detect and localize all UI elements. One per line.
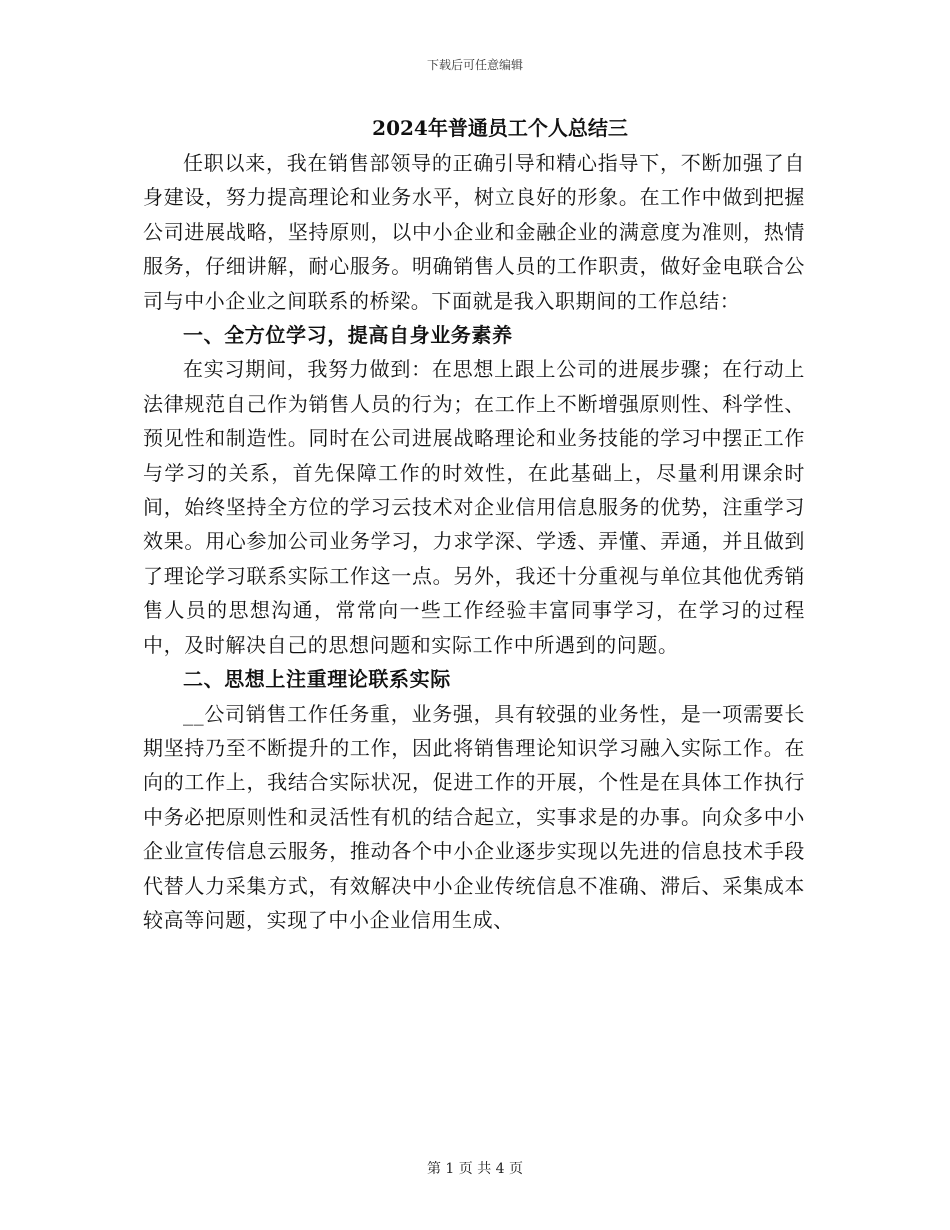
section-2-paragraph: __公司销售工作任务重，业务强，具有较强的业务性，是一项需要长期坚持乃至不断提升的工作，因此将销售理论知识学习融入实际工作。在向的工作上，我结合实际状况，促进工作的开展，个性是在具体工作执行中务必把原则性和灵活性有机的结合起立，实事求是的办事。向众多中小企业宣传信息云服务，推动各个中小企业逐步实现以先进的信息技术手段代替人力采集方式，有效解决中小企业传统信息不准确、滞后、采集成本较高等问题，实现了中小企业信用生成、 xyxy=(143,701,805,932)
intro-paragraph: 任职以来，我在销售部领导的正确引导和精心指导下，不断加强了自身建设，努力提高理论和业务水平，树立良好的形象。在工作中做到把握公司进展战略，坚持原则，以中小企业和金融企业的满意度为准则，热情服务，仔细讲解，耐心服务。明确销售人员的工作职责，做好金电联合公司与中小企业之间联系的桥梁。下面就是我入职期间的工作总结： xyxy=(143,151,805,313)
page-number: 第 1 页 共 4 页 xyxy=(426,1161,524,1177)
document-title: 2024年普通员工个人总结三 xyxy=(372,116,628,140)
section-1-heading: 一、全方位学习，提高自身业务素养 xyxy=(183,323,513,348)
section-2-heading: 二、思想上注重理论联系实际 xyxy=(183,667,451,692)
document-body xyxy=(143,146,805,937)
download-note: 下载后可任意编辑 xyxy=(426,58,523,72)
section-1-paragraph: 在实习期间，我努力做到：在思想上跟上公司的进展步骤；在行动上法律规范自己作为销售人员的行为；在工作上不断增强原则性、科学性、预见性和制造性。同时在公司进展战略理论和业务技能的学习中摆正工作与学习的关系，首先保障工作的时效性，在此基础上，尽量利用课余时间，始终坚持全方位的学习云技术对企业信用信息服务的优势，注重学习效果。用心参加公司业务学习，力求学深、学透、弄懂、弄通，并且做到了理论学习联系实际工作这一点。另外，我还十分重视与单位其他优秀销售人员的思想沟通，常常向一些工作经验丰富同事学习，在学习的过程中，及时解决自己的思想问题和实际工作中所遇到的问题。 xyxy=(143,357,805,657)
